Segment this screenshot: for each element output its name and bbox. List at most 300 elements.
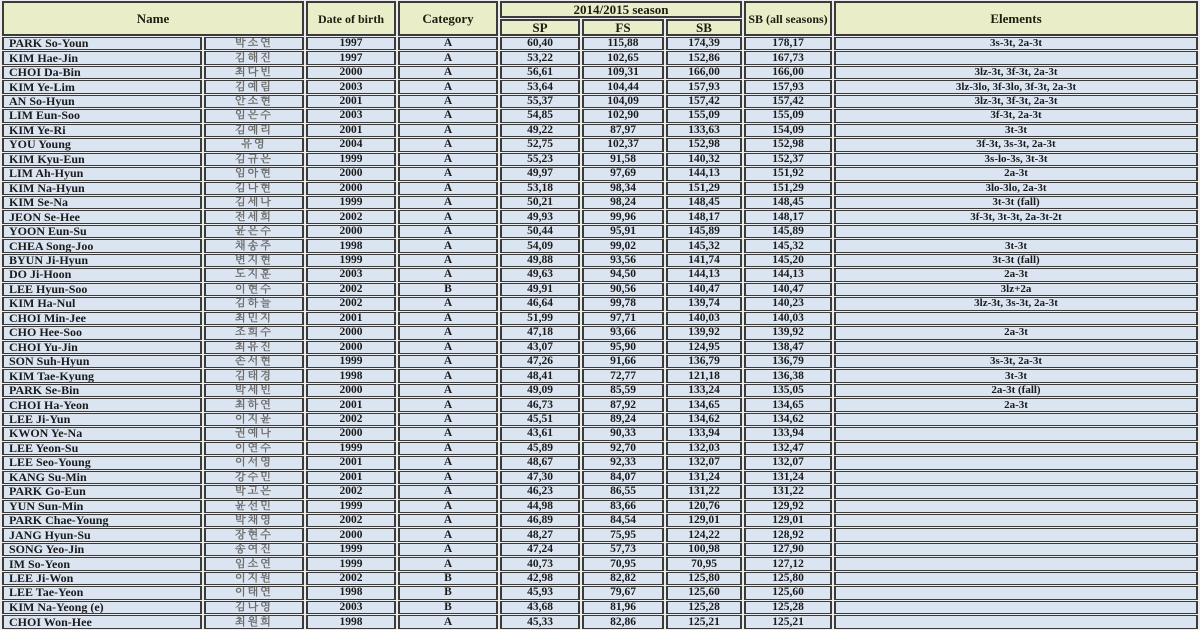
sp-score: 56,61 xyxy=(500,66,580,79)
skater-name-korean: 윤은수 xyxy=(204,225,304,238)
skater-name: PARK Se-Bin xyxy=(2,384,202,397)
elements-value xyxy=(834,615,1198,629)
sb-score: 139,92 xyxy=(666,326,742,339)
skater-name-korean: 김나현 xyxy=(204,182,304,195)
sb-score: 148,17 xyxy=(666,210,742,223)
elements-value xyxy=(834,514,1198,527)
category-value: A xyxy=(398,66,498,79)
fs-score: 83,66 xyxy=(582,500,664,513)
elements-value: 3t-3t (fall) xyxy=(834,254,1198,267)
skater-name: AN So-Hyun xyxy=(2,95,202,108)
table-row xyxy=(2,413,1198,426)
sb-all-score: 127,12 xyxy=(744,557,832,570)
skater-name-korean: 송여진 xyxy=(204,543,304,556)
table-row xyxy=(2,456,1198,469)
fs-score: 90,56 xyxy=(582,283,664,296)
skater-name: KIM Ha-Nul xyxy=(2,297,202,310)
sp-score: 55,23 xyxy=(500,153,580,166)
birth-year: 1999 xyxy=(306,254,396,267)
sb-score: 152,98 xyxy=(666,138,742,151)
elements-value: 3t-3t xyxy=(834,369,1198,382)
sb-score: 136,79 xyxy=(666,355,742,368)
elements-value xyxy=(834,456,1198,469)
elements-value: 3lz-3t, 3s-3t, 2a-3t xyxy=(834,297,1198,310)
sb-all-score: 125,60 xyxy=(744,586,832,599)
sp-score: 49,22 xyxy=(500,124,580,137)
skater-name: CHOI Yu-Jin xyxy=(2,341,202,354)
sb-all-score: 132,07 xyxy=(744,456,832,469)
table-row xyxy=(2,355,1198,368)
sp-score: 47,24 xyxy=(500,543,580,556)
sp-score: 48,67 xyxy=(500,456,580,469)
category-value: A xyxy=(398,500,498,513)
category-value: B xyxy=(398,601,498,614)
sb-score: 129,01 xyxy=(666,514,742,527)
fs-score: 102,65 xyxy=(582,51,664,64)
fs-score: 99,96 xyxy=(582,210,664,223)
skater-name: LIM Eun-Soo xyxy=(2,109,202,122)
elements-value: 3lz-3lo, 3f-3lo, 3f-3t, 2a-3t xyxy=(834,80,1198,93)
skater-name: JANG Hyun-Su xyxy=(2,528,202,541)
table-row xyxy=(2,153,1198,166)
skater-name-korean: 최민지 xyxy=(204,312,304,325)
skater-name-korean: 윤선민 xyxy=(204,500,304,513)
sb-score: 131,22 xyxy=(666,485,742,498)
fs-score: 115,88 xyxy=(582,37,664,50)
birth-year: 2001 xyxy=(306,398,396,411)
elements-value: 3f-3t, 2a-3t xyxy=(834,109,1198,122)
skater-name-korean: 임아현 xyxy=(204,167,304,180)
birth-year: 1998 xyxy=(306,369,396,382)
sp-score: 47,26 xyxy=(500,355,580,368)
skater-name-korean: 이서영 xyxy=(204,456,304,469)
skater-name-korean: 이연수 xyxy=(204,442,304,455)
sp-score: 40,73 xyxy=(500,557,580,570)
sb-all-score: 132,47 xyxy=(744,442,832,455)
fs-score: 92,33 xyxy=(582,456,664,469)
birth-year: 2002 xyxy=(306,297,396,310)
birth-year: 1999 xyxy=(306,557,396,570)
sp-score: 49,91 xyxy=(500,283,580,296)
birth-year: 2002 xyxy=(306,572,396,585)
sb-all-score: 157,93 xyxy=(744,80,832,93)
sb-all-score: 128,92 xyxy=(744,528,832,541)
skater-name: JEON Se-Hee xyxy=(2,210,202,223)
birth-year: 1998 xyxy=(306,586,396,599)
sb-all-score: 125,21 xyxy=(744,615,832,629)
skater-name-korean: 조희수 xyxy=(204,326,304,339)
table-row xyxy=(2,167,1198,180)
fs-score: 91,66 xyxy=(582,355,664,368)
table-row xyxy=(2,601,1198,614)
skater-name-korean: 박소연 xyxy=(204,37,304,50)
elements-value xyxy=(834,312,1198,325)
elements-value xyxy=(834,485,1198,498)
skater-name-korean: 박고은 xyxy=(204,485,304,498)
skater-name: KIM Ye-Ri xyxy=(2,124,202,137)
table-row xyxy=(2,341,1198,354)
birth-year: 1998 xyxy=(306,615,396,629)
table-row xyxy=(2,514,1198,527)
table-row xyxy=(2,37,1198,50)
table-row xyxy=(2,239,1198,252)
sp-score: 53,18 xyxy=(500,182,580,195)
header-category: Category xyxy=(398,1,498,36)
skater-name: CHOI Won-Hee xyxy=(2,615,202,629)
table-row xyxy=(2,283,1198,296)
skater-name-korean: 이태연 xyxy=(204,586,304,599)
fs-score: 104,44 xyxy=(582,80,664,93)
sb-all-score: 138,47 xyxy=(744,341,832,354)
sb-all-score: 178,17 xyxy=(744,37,832,50)
skater-name: KIM Ye-Lim xyxy=(2,80,202,93)
sb-all-score: 125,80 xyxy=(744,572,832,585)
fs-score: 104,09 xyxy=(582,95,664,108)
skater-name-korean: 최다빈 xyxy=(204,66,304,79)
skater-name: LEE Ji-Yun xyxy=(2,413,202,426)
sb-all-score: 140,23 xyxy=(744,297,832,310)
sb-score: 124,95 xyxy=(666,341,742,354)
sb-all-score: 145,89 xyxy=(744,225,832,238)
sb-all-score: 131,22 xyxy=(744,485,832,498)
elements-value: 3s-lo-3s, 3t-3t xyxy=(834,153,1198,166)
category-value: A xyxy=(398,557,498,570)
birth-year: 1999 xyxy=(306,153,396,166)
sb-score: 134,65 xyxy=(666,398,742,411)
skater-name: PARK So-Youn xyxy=(2,37,202,50)
category-value: B xyxy=(398,586,498,599)
birth-year: 1999 xyxy=(306,543,396,556)
category-value: A xyxy=(398,297,498,310)
sp-score: 49,63 xyxy=(500,268,580,281)
table-row xyxy=(2,225,1198,238)
skater-name-korean: 김해진 xyxy=(204,51,304,64)
skater-name: CHOI Ha-Yeon xyxy=(2,398,202,411)
fs-score: 90,33 xyxy=(582,427,664,440)
birth-year: 1999 xyxy=(306,442,396,455)
elements-value xyxy=(834,557,1198,570)
table-row xyxy=(2,210,1198,223)
category-value: A xyxy=(398,254,498,267)
table-row xyxy=(2,384,1198,397)
skater-name-korean: 김세나 xyxy=(204,196,304,209)
elements-value: 2a-3t xyxy=(834,326,1198,339)
skater-name: KWON Ye-Na xyxy=(2,427,202,440)
sb-score: 141,74 xyxy=(666,254,742,267)
birth-year: 2001 xyxy=(306,456,396,469)
header-date-of-birth: Date of birth xyxy=(306,1,396,36)
sp-score: 60,40 xyxy=(500,37,580,50)
header-fs: FS xyxy=(582,19,664,36)
fs-score: 86,55 xyxy=(582,485,664,498)
sp-score: 45,51 xyxy=(500,413,580,426)
sp-score: 42,98 xyxy=(500,572,580,585)
fs-score: 102,37 xyxy=(582,138,664,151)
sb-score: 155,09 xyxy=(666,109,742,122)
skater-name-korean: 변지현 xyxy=(204,254,304,267)
skater-name-korean: 김예림 xyxy=(204,80,304,93)
skater-name: LEE Yeon-Su xyxy=(2,442,202,455)
sp-score: 46,89 xyxy=(500,514,580,527)
table-row xyxy=(2,369,1198,382)
sb-all-score: 167,73 xyxy=(744,51,832,64)
birth-year: 2003 xyxy=(306,268,396,281)
category-value: A xyxy=(398,413,498,426)
elements-value: 2a-3t xyxy=(834,268,1198,281)
sb-score: 100,98 xyxy=(666,543,742,556)
fs-score: 82,82 xyxy=(582,572,664,585)
skater-name: YOU Young xyxy=(2,138,202,151)
table-row xyxy=(2,109,1198,122)
table-row xyxy=(2,572,1198,585)
birth-year: 1999 xyxy=(306,355,396,368)
skater-name: SONG Yeo-Jin xyxy=(2,543,202,556)
category-value: A xyxy=(398,268,498,281)
sb-all-score: 154,09 xyxy=(744,124,832,137)
skater-name-korean: 최하연 xyxy=(204,398,304,411)
header-name: Name xyxy=(2,1,304,36)
skater-name: CHO Hee-Soo xyxy=(2,326,202,339)
fs-score: 82,86 xyxy=(582,615,664,629)
skater-name: PARK Chae-Young xyxy=(2,514,202,527)
sp-score: 53,22 xyxy=(500,51,580,64)
skater-name: DO Ji-Hoon xyxy=(2,268,202,281)
skater-name-korean: 유영 xyxy=(204,138,304,151)
table-row xyxy=(2,557,1198,570)
sb-all-score: 135,05 xyxy=(744,384,832,397)
skater-name-korean: 김하늘 xyxy=(204,297,304,310)
sb-score: 125,60 xyxy=(666,586,742,599)
category-value: A xyxy=(398,442,498,455)
birth-year: 2002 xyxy=(306,413,396,426)
sb-score: 120,76 xyxy=(666,500,742,513)
sp-score: 49,97 xyxy=(500,167,580,180)
header-sp: SP xyxy=(500,19,580,36)
birth-year: 2004 xyxy=(306,138,396,151)
skater-name: LEE Hyun-Soo xyxy=(2,283,202,296)
skater-name: KIM Na-Yeong (e) xyxy=(2,601,202,614)
birth-year: 1999 xyxy=(306,500,396,513)
fs-score: 93,56 xyxy=(582,254,664,267)
sb-score: 132,07 xyxy=(666,456,742,469)
sp-score: 55,37 xyxy=(500,95,580,108)
skater-name: KIM Se-Na xyxy=(2,196,202,209)
elements-value: 3lz+2a xyxy=(834,283,1198,296)
elements-value: 3t-3t (fall) xyxy=(834,196,1198,209)
sb-all-score: 140,47 xyxy=(744,283,832,296)
sp-score: 54,85 xyxy=(500,109,580,122)
birth-year: 2000 xyxy=(306,341,396,354)
skater-name: SON Suh-Hyun xyxy=(2,355,202,368)
sb-score: 140,03 xyxy=(666,312,742,325)
sb-all-score: 148,17 xyxy=(744,210,832,223)
birth-year: 2000 xyxy=(306,326,396,339)
table-row xyxy=(2,615,1198,629)
category-value: A xyxy=(398,543,498,556)
skater-name-korean: 이지윤 xyxy=(204,413,304,426)
birth-year: 2000 xyxy=(306,167,396,180)
table-row xyxy=(2,485,1198,498)
table-row xyxy=(2,398,1198,411)
skater-name: KIM Tae-Kyung xyxy=(2,369,202,382)
elements-value xyxy=(834,543,1198,556)
elements-value xyxy=(834,500,1198,513)
sb-score: 152,86 xyxy=(666,51,742,64)
birth-year: 2002 xyxy=(306,283,396,296)
birth-year: 1997 xyxy=(306,37,396,50)
elements-value xyxy=(834,427,1198,440)
fs-score: 75,95 xyxy=(582,528,664,541)
sb-all-score: 151,29 xyxy=(744,182,832,195)
fs-score: 95,91 xyxy=(582,225,664,238)
fs-score: 99,02 xyxy=(582,239,664,252)
birth-year: 2002 xyxy=(306,485,396,498)
birth-year: 2001 xyxy=(306,95,396,108)
sb-all-score: 144,13 xyxy=(744,268,832,281)
sb-all-score: 152,98 xyxy=(744,138,832,151)
birth-year: 2000 xyxy=(306,225,396,238)
fs-score: 99,78 xyxy=(582,297,664,310)
category-value: A xyxy=(398,51,498,64)
skater-name-korean: 권예나 xyxy=(204,427,304,440)
sp-score: 43,07 xyxy=(500,341,580,354)
sp-score: 54,09 xyxy=(500,239,580,252)
category-value: A xyxy=(398,326,498,339)
table-row xyxy=(2,312,1198,325)
skater-name-korean: 김태경 xyxy=(204,369,304,382)
sb-all-score: 151,92 xyxy=(744,167,832,180)
sp-score: 51,99 xyxy=(500,312,580,325)
skater-name-korean: 강수민 xyxy=(204,471,304,484)
sp-score: 48,41 xyxy=(500,369,580,382)
header-sb-all-seasons: SB (all seasons) xyxy=(744,1,832,36)
sb-score: 166,00 xyxy=(666,66,742,79)
skater-name-korean: 도지훈 xyxy=(204,268,304,281)
skater-name-korean: 김규은 xyxy=(204,153,304,166)
sb-score: 144,13 xyxy=(666,268,742,281)
fs-score: 95,90 xyxy=(582,341,664,354)
table-row xyxy=(2,51,1198,64)
birth-year: 1999 xyxy=(306,196,396,209)
category-value: A xyxy=(398,153,498,166)
sb-score: 125,28 xyxy=(666,601,742,614)
skater-name: IM So-Yeon xyxy=(2,557,202,570)
sp-score: 47,30 xyxy=(500,471,580,484)
fs-score: 94,50 xyxy=(582,268,664,281)
sb-score: 125,80 xyxy=(666,572,742,585)
sp-score: 48,27 xyxy=(500,528,580,541)
sb-score: 174,39 xyxy=(666,37,742,50)
sp-score: 43,68 xyxy=(500,601,580,614)
category-value: A xyxy=(398,182,498,195)
birth-year: 2000 xyxy=(306,66,396,79)
fs-score: 79,67 xyxy=(582,586,664,599)
elements-value: 3lo-3lo, 2a-3t xyxy=(834,182,1198,195)
sp-score: 52,75 xyxy=(500,138,580,151)
header-sb: SB xyxy=(666,19,742,36)
skater-name: LEE Ji-Won xyxy=(2,572,202,585)
skater-name-korean: 임소연 xyxy=(204,557,304,570)
table-row xyxy=(2,95,1198,108)
category-value: A xyxy=(398,196,498,209)
header-season: 2014/2015 season xyxy=(500,1,742,18)
table-row xyxy=(2,254,1198,267)
category-value: A xyxy=(398,528,498,541)
elements-value xyxy=(834,442,1198,455)
elements-value xyxy=(834,601,1198,614)
skater-name-korean: 김나영 xyxy=(204,601,304,614)
table-row xyxy=(2,586,1198,599)
birth-year: 2003 xyxy=(306,109,396,122)
skater-name: CHEA Song-Joo xyxy=(2,239,202,252)
fs-score: 102,90 xyxy=(582,109,664,122)
elements-value xyxy=(834,51,1198,64)
sp-score: 50,21 xyxy=(500,196,580,209)
sp-score: 45,93 xyxy=(500,586,580,599)
table-body xyxy=(2,37,1198,629)
fs-score: 91,58 xyxy=(582,153,664,166)
elements-value: 2a-3t xyxy=(834,167,1198,180)
sb-score: 133,24 xyxy=(666,384,742,397)
sp-score: 45,89 xyxy=(500,442,580,455)
skater-name: BYUN Ji-Hyun xyxy=(2,254,202,267)
elements-value xyxy=(834,586,1198,599)
sb-score: 121,18 xyxy=(666,369,742,382)
category-value: A xyxy=(398,615,498,629)
sp-score: 47,18 xyxy=(500,326,580,339)
category-value: A xyxy=(398,124,498,137)
sb-score: 140,32 xyxy=(666,153,742,166)
sb-all-score: 139,92 xyxy=(744,326,832,339)
sb-all-score: 136,79 xyxy=(744,355,832,368)
birth-year: 2001 xyxy=(306,471,396,484)
skater-name: CHOI Da-Bin xyxy=(2,66,202,79)
sb-all-score: 145,32 xyxy=(744,239,832,252)
category-value: A xyxy=(398,225,498,238)
sp-score: 49,93 xyxy=(500,210,580,223)
fs-score: 98,24 xyxy=(582,196,664,209)
elements-value xyxy=(834,471,1198,484)
sb-all-score: 148,45 xyxy=(744,196,832,209)
sb-all-score: 134,65 xyxy=(744,398,832,411)
table-header xyxy=(2,1,1198,36)
sb-all-score: 127,90 xyxy=(744,543,832,556)
table-row xyxy=(2,543,1198,556)
category-value: A xyxy=(398,210,498,223)
table-row xyxy=(2,500,1198,513)
sp-score: 53,64 xyxy=(500,80,580,93)
table-row xyxy=(2,196,1198,209)
category-value: A xyxy=(398,341,498,354)
elements-value xyxy=(834,413,1198,426)
fs-score: 87,92 xyxy=(582,398,664,411)
category-value: A xyxy=(398,398,498,411)
fs-score: 87,97 xyxy=(582,124,664,137)
category-value: A xyxy=(398,384,498,397)
table-row xyxy=(2,182,1198,195)
skater-name-korean: 전세희 xyxy=(204,210,304,223)
sb-score: 144,13 xyxy=(666,167,742,180)
elements-value: 3f-3t, 3s-3t, 2a-3t xyxy=(834,138,1198,151)
sp-score: 46,23 xyxy=(500,485,580,498)
fs-score: 70,95 xyxy=(582,557,664,570)
category-value: A xyxy=(398,109,498,122)
sb-all-score: 166,00 xyxy=(744,66,832,79)
sb-score: 157,93 xyxy=(666,80,742,93)
elements-value: 3t-3t xyxy=(834,124,1198,137)
sp-score: 43,61 xyxy=(500,427,580,440)
fs-score: 57,73 xyxy=(582,543,664,556)
